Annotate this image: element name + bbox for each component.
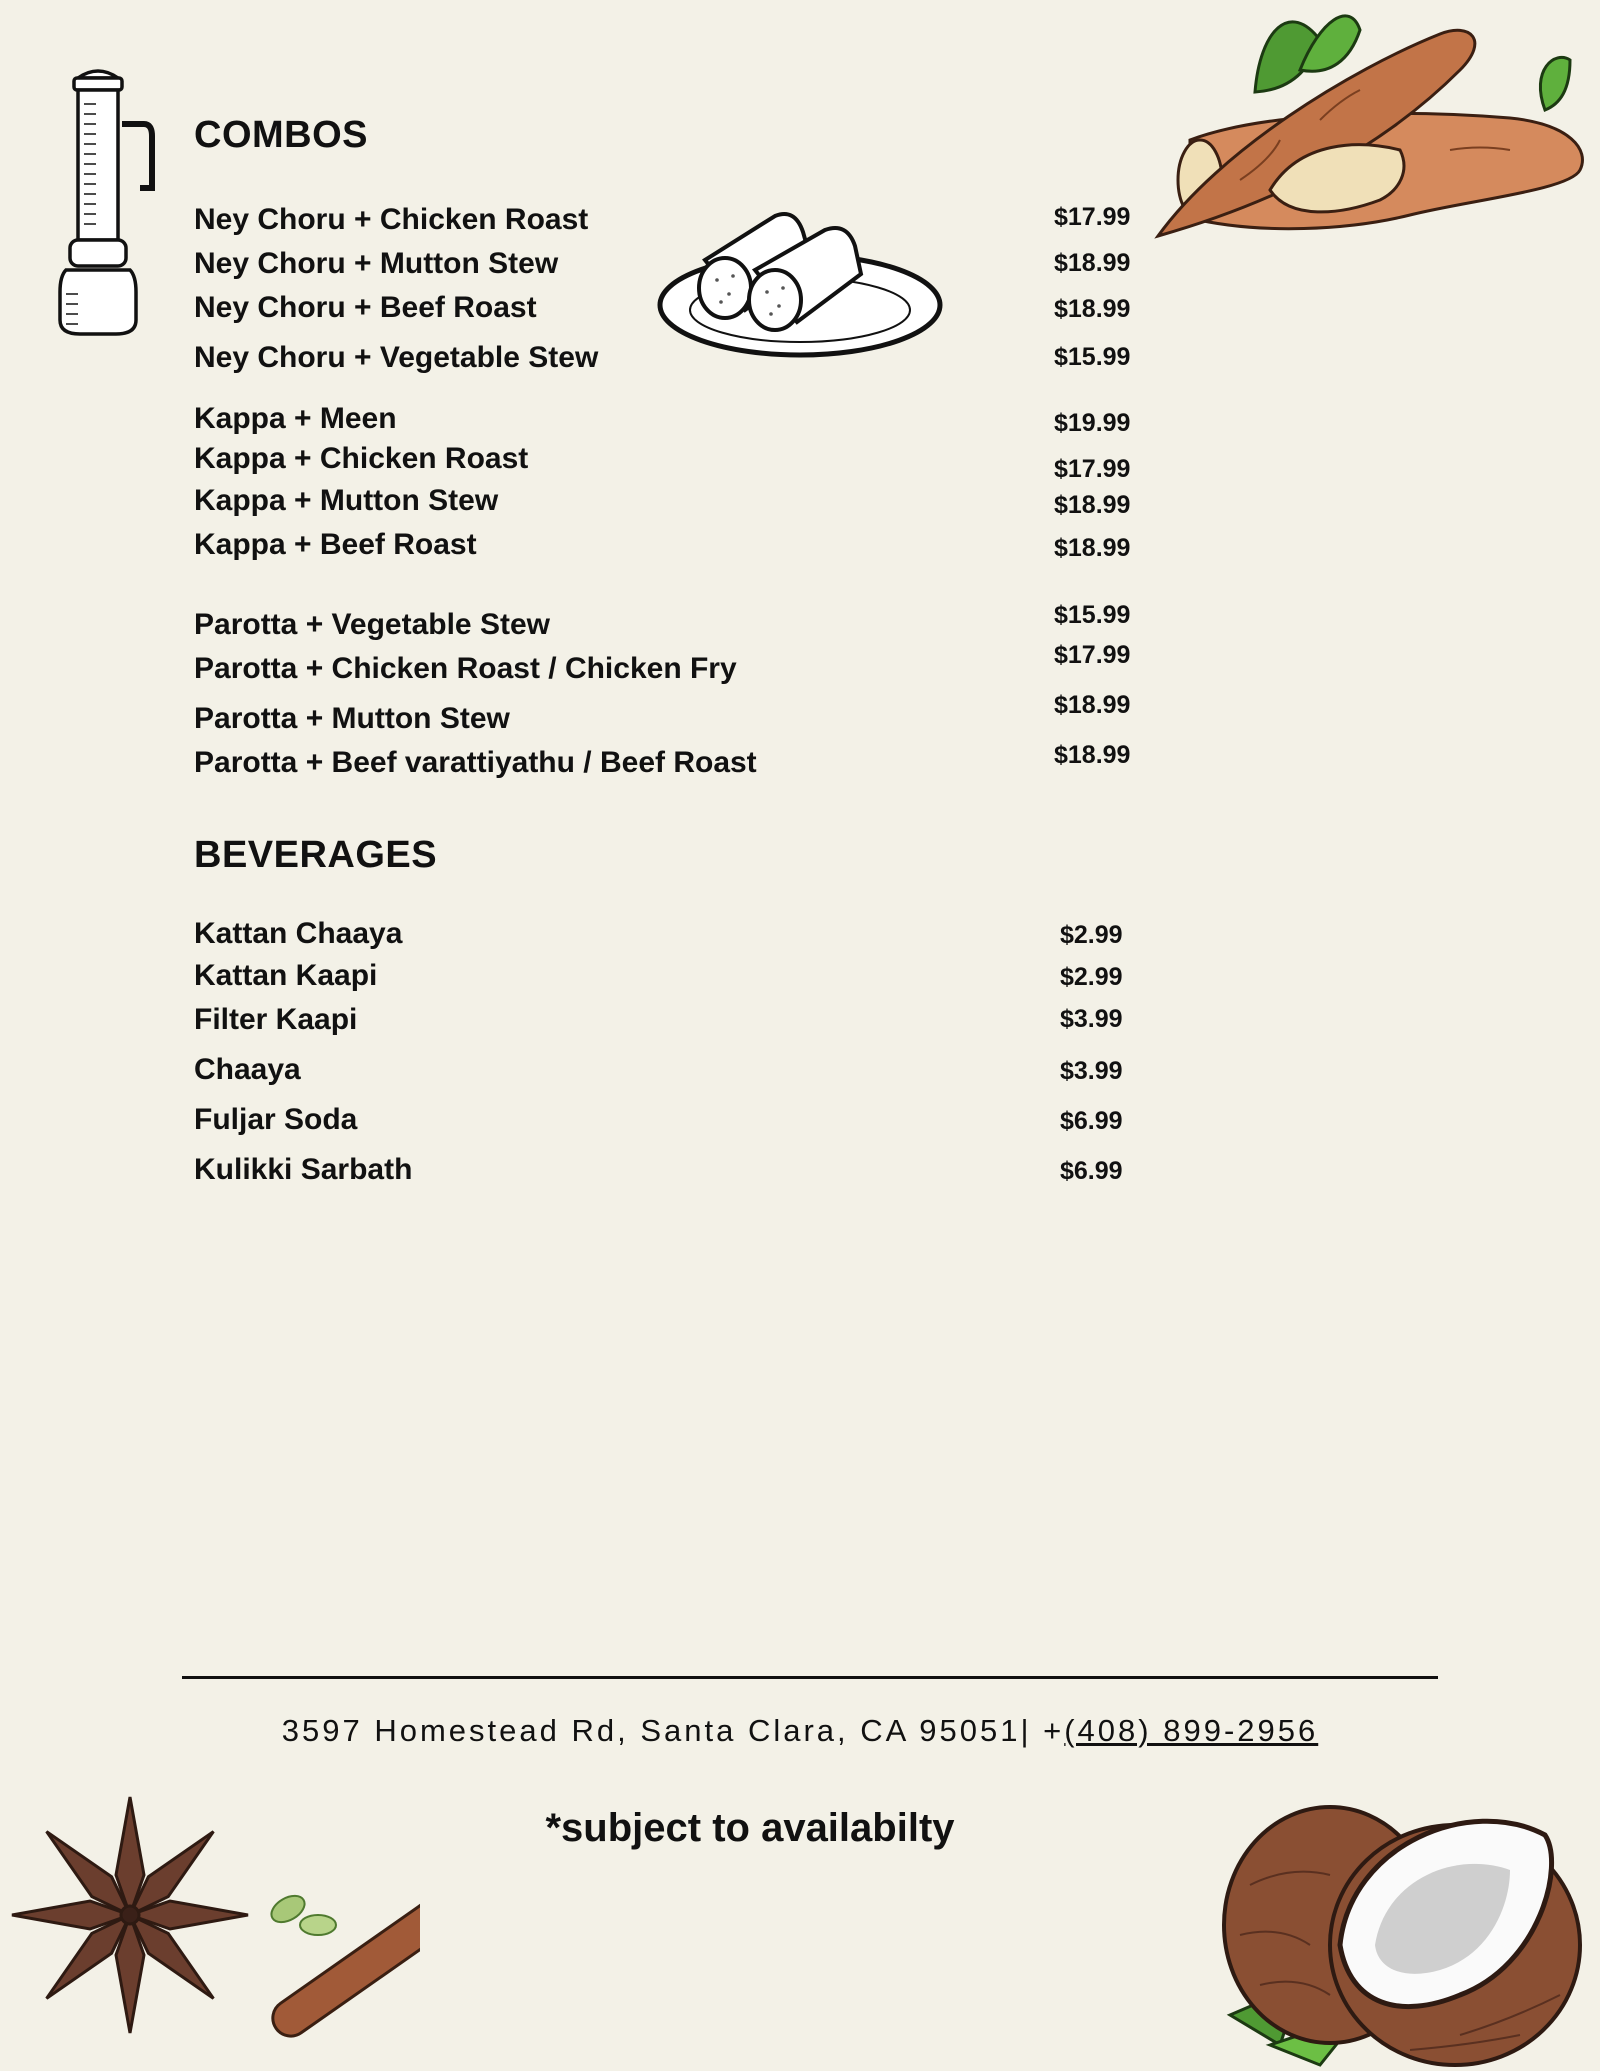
menu-item-name: Kappa + Beef Roast	[194, 528, 477, 561]
menu-item-price: $3.99	[1060, 1057, 1123, 1085]
menu-item-price: $15.99	[1054, 601, 1131, 629]
menu-item-name: Parotta + Chicken Roast / Chicken Fry	[194, 652, 737, 685]
menu-item-name: Kattan Chaaya	[194, 917, 403, 950]
phone-link[interactable]: (408) 899-2956	[1064, 1713, 1319, 1748]
menu-item-price: $15.99	[1054, 343, 1131, 371]
beverages-heading: BEVERAGES	[194, 834, 438, 876]
menu-item-price: $2.99	[1060, 921, 1123, 949]
address-text: 3597 Homestead Rd, Santa Clara, CA 95051	[281, 1713, 1021, 1748]
menu-item-name: Parotta + Mutton Stew	[194, 702, 510, 735]
menu-item-name: Ney Choru + Chicken Roast	[194, 203, 589, 236]
menu-item-name: Kappa + Mutton Stew	[194, 484, 499, 517]
menu-item-price: $17.99	[1054, 455, 1131, 483]
footer-divider	[182, 1676, 1438, 1679]
menu-item-name: Filter Kaapi	[194, 1003, 358, 1036]
menu-item-price: $18.99	[1054, 491, 1131, 519]
combos-heading: COMBOS	[194, 114, 368, 156]
menu-item-name: Kappa + Chicken Roast	[194, 442, 529, 475]
menu-item-name: Parotta + Beef varattiyathu / Beef Roast	[194, 746, 757, 779]
menu-item-price: $18.99	[1054, 741, 1131, 769]
phone-prefix: +	[1043, 1713, 1065, 1748]
menu-item-price: $2.99	[1060, 963, 1123, 991]
availability-note: *subject to availabilty	[545, 1806, 955, 1850]
tapioca-illustration	[1150, 0, 1600, 260]
menu-item-price: $3.99	[1060, 1005, 1123, 1033]
menu-item-name: Kappa + Meen	[194, 402, 397, 435]
menu-item-price: $18.99	[1054, 534, 1131, 562]
puttu-illustration	[655, 210, 945, 360]
menu-item-price: $17.99	[1054, 203, 1131, 231]
contact-separator: |	[1020, 1713, 1032, 1748]
menu-item-price: $6.99	[1060, 1157, 1123, 1185]
menu-item-name: Parotta + Vegetable Stew	[194, 608, 550, 641]
menu-item-name: Ney Choru + Mutton Stew	[194, 247, 559, 280]
menu-item-name: Kattan Kaapi	[194, 959, 378, 992]
menu-item-price: $6.99	[1060, 1107, 1123, 1135]
menu-item-price: $17.99	[1054, 641, 1131, 669]
menu-item-name: Ney Choru + Vegetable Stew	[194, 341, 599, 374]
coffee-filter-illustration	[50, 64, 160, 344]
menu-item-name: Fuljar Soda	[194, 1103, 358, 1136]
footer-contact	[0, 1713, 1600, 1749]
menu-item-name: Ney Choru + Beef Roast	[194, 291, 537, 324]
menu-item-name: Kulikki Sarbath	[194, 1153, 413, 1186]
menu-item-price: $19.99	[1054, 409, 1131, 437]
menu-item-price: $18.99	[1054, 249, 1131, 277]
menu-item-price: $18.99	[1054, 295, 1131, 323]
menu-item-name: Chaaya	[194, 1053, 301, 1086]
menu-item-price: $18.99	[1054, 691, 1131, 719]
